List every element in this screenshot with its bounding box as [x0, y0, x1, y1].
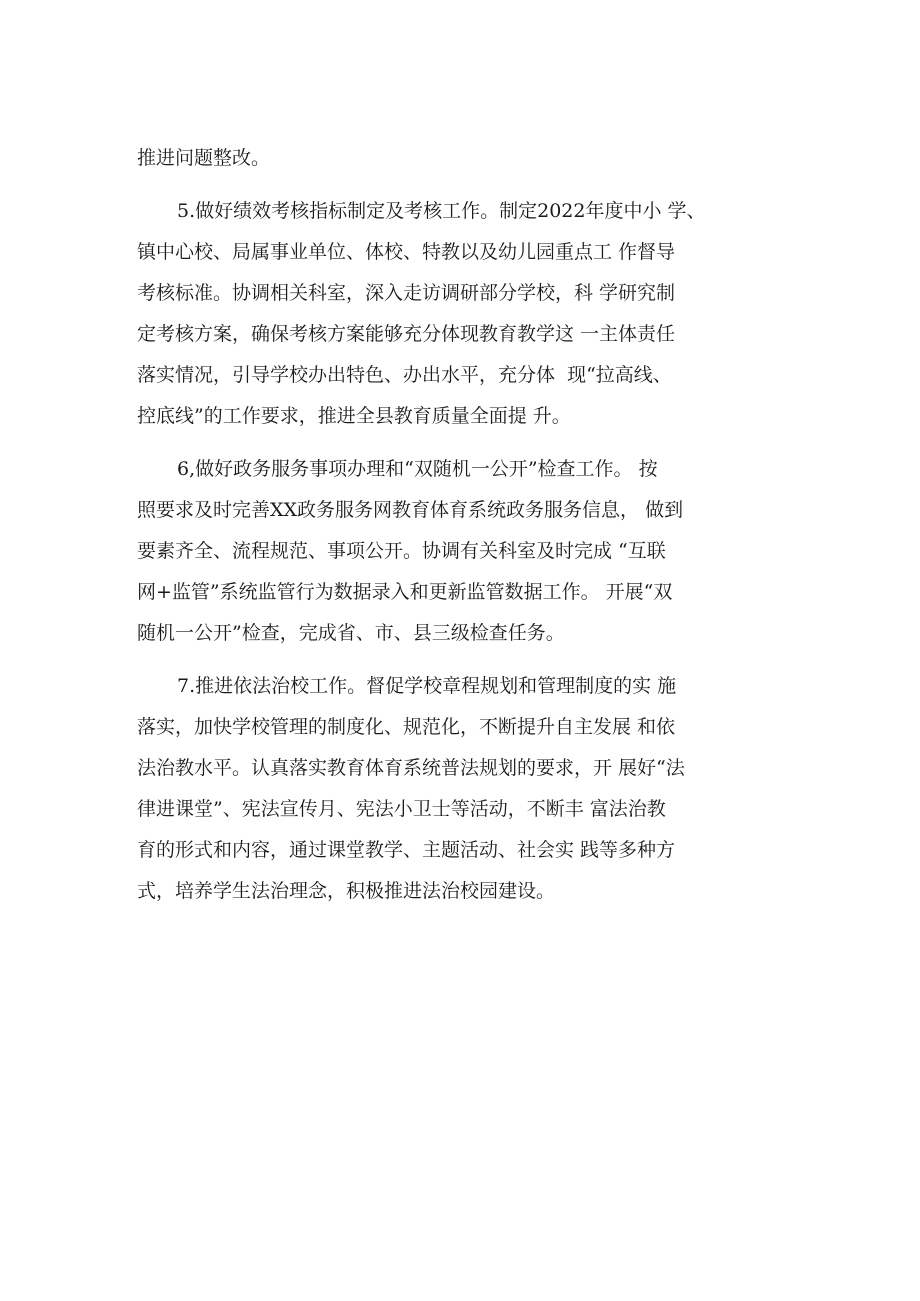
text-line: 7.推进依法治校工作。督促学校章程规划和管理制度的实 施 — [177, 675, 677, 697]
paragraph-item-5 — [137, 191, 797, 437]
text-line: 法治教水平。认真落实教育体育系统普法规划的要求，开 展好“法 — [137, 757, 685, 779]
paragraph-item-6 — [137, 449, 797, 654]
text-line: 控底线”的工作要求，推进全县教育质量全面提 升。 — [137, 405, 571, 427]
text-line: 6,做好政务服务事项办理和“双随机一公开”检查工作。 按 — [177, 458, 658, 480]
text-line: 5.做好绩效考核指标制定及考核工作。制定2022年度中小 学、 — [177, 200, 706, 222]
paragraph-continuation — [137, 138, 797, 179]
text-line: 落实，加快学校管理的制度化、规范化，不断提升自主发展 和依 — [137, 716, 676, 738]
text-line: 照要求及时完善XX政务服务网教育体育系统政务服务信息， 做到 — [137, 499, 684, 521]
text-line: 镇中心校、局属事业单位、体校、特教以及幼儿园重点工 作督导 — [137, 241, 676, 263]
text-line: 落实情况，引导学校办出特色、办出水平，充分体 现“拉高线、 — [137, 364, 672, 386]
text-line: 网+监管”系统监管行为数据录入和更新监管数据工作。 开展“双 — [137, 581, 673, 603]
text-line: 育的形式和内容，通过课堂教学、主题活动、社会实 践等多种方 — [137, 839, 676, 861]
text-line: 式，培养学生法治理念，积极推进法治校园建设。 — [137, 880, 556, 902]
text-line: 随机一公开”检查，完成省、市、县三级检查任务。 — [137, 622, 565, 644]
text-line: 考核标准。协调相关科室，深入走访调研部分学校，科 学研究制 — [137, 282, 676, 304]
paragraph-item-7 — [137, 666, 797, 912]
text-line: 要素齐全、流程规范、事项公开。协调有关科室及时完成 “互联 — [137, 540, 666, 562]
document-body — [137, 138, 797, 912]
text-line: 定考核方案，确保考核方案能够充分体现教育教学这 一主体责任 — [137, 323, 676, 345]
text-line: 律进课堂”、宪法宣传月、宪法小卫士等活动，不断丰 富法治教 — [137, 798, 666, 820]
text-line: 推进问题整改。 — [137, 147, 271, 169]
